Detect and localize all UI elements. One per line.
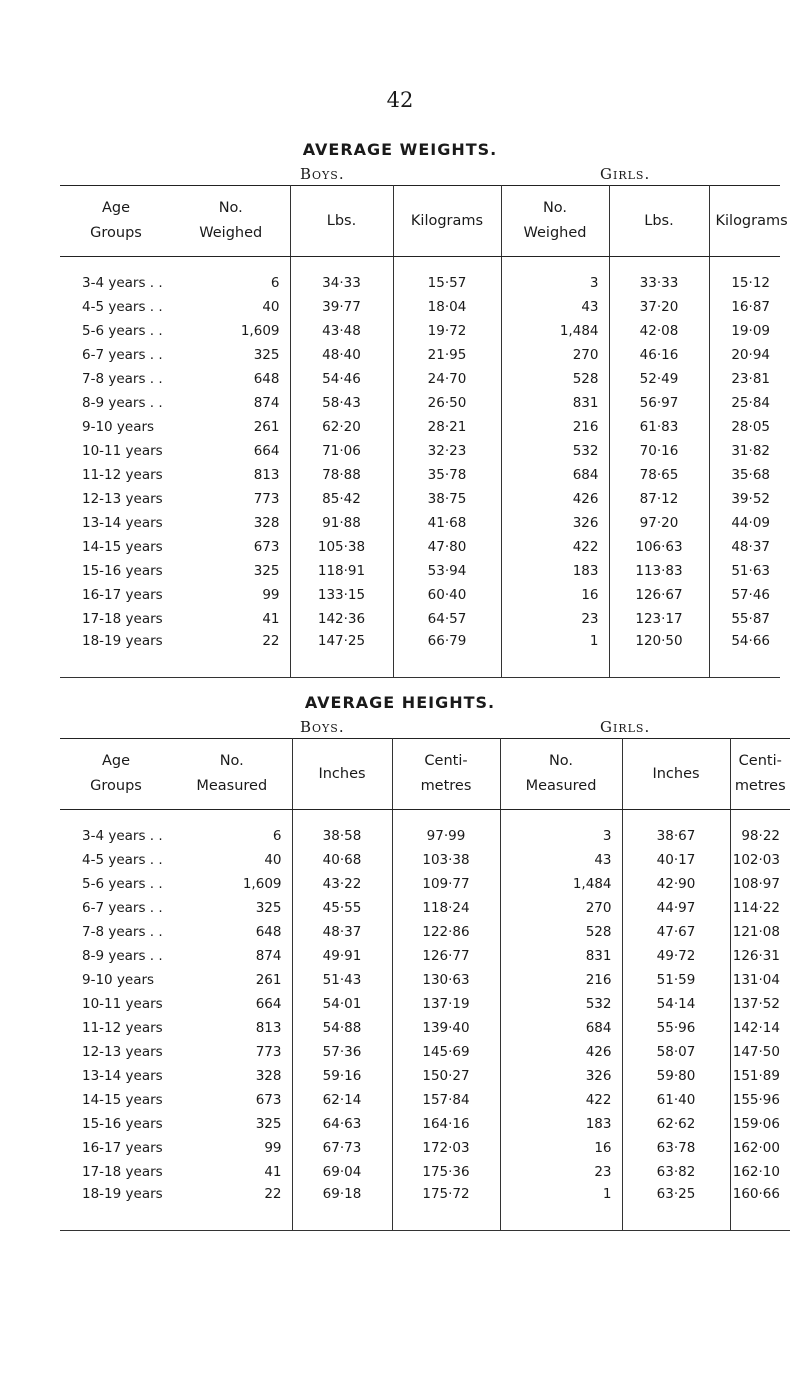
cell-boys-value-1: 105·38	[290, 535, 393, 559]
cell-boys-value-1: 54·01	[292, 992, 392, 1016]
cell-boys-value-2: 97·99	[392, 810, 500, 849]
cell-girls-count: 831	[501, 391, 609, 415]
table-row	[60, 535, 780, 559]
cell-girls-value-2: 51·63	[709, 559, 780, 583]
table-row	[60, 944, 790, 968]
cell-age-group: 5-6 years . .	[82, 323, 163, 339]
cell-boys-count: 6	[270, 275, 280, 291]
table-row	[60, 391, 780, 415]
cell-girls-value-1: 33·33	[609, 257, 709, 296]
cell-age-group: 3-4 years . .	[82, 828, 163, 844]
cell-girls-value-2: 39·52	[709, 487, 780, 511]
cell-boys-value-1: 39·77	[290, 295, 393, 319]
cell-boys-value-2: 41·68	[393, 511, 501, 535]
cell-boys-value-1: 54·88	[292, 1016, 392, 1040]
header-girls-kilograms: Kilograms	[709, 186, 780, 257]
table-row	[60, 1040, 790, 1064]
cell-age-group: 5-6 years . .	[82, 876, 163, 892]
cell-girls-count: 23	[500, 1160, 622, 1184]
cell-girls-value-1: 44·97	[622, 896, 730, 920]
cell-girls-value-2: 35·68	[709, 463, 780, 487]
cell-girls-value-2: 114·22	[730, 896, 790, 920]
table-row	[60, 343, 780, 367]
header-girls-inches: Inches	[622, 739, 730, 810]
cell-girls-count: 3	[500, 810, 622, 849]
cell-age-group: 10-11 years	[82, 443, 163, 459]
cell-girls-value-1: 113·83	[609, 559, 709, 583]
table-row	[60, 439, 780, 463]
cell-boys-value-2: 53·94	[393, 559, 501, 583]
cell-girls-count: 1	[501, 631, 609, 678]
cell-age-group: 9-10 years	[82, 419, 155, 435]
cell-girls-value-2: 57·46	[709, 583, 780, 607]
heights-table	[60, 738, 790, 1231]
cell-boys-value-2: 66·79	[393, 631, 501, 678]
cell-age-group: 13-14 years	[82, 1068, 163, 1084]
cell-girls-value-2: 55·87	[709, 607, 780, 631]
cell-boys-value-2: 35·78	[393, 463, 501, 487]
cell-girls-value-1: 42·08	[609, 319, 709, 343]
cell-girls-count: 528	[501, 367, 609, 391]
cell-boys-count: 40	[264, 852, 282, 868]
table-row	[60, 583, 780, 607]
cell-boys-value-1: 62·14	[292, 1088, 392, 1112]
cell-boys-value-2: 130·63	[392, 968, 500, 992]
cell-boys-value-1: 58·43	[290, 391, 393, 415]
cell-age-group: 7-8 years . .	[82, 371, 163, 387]
cell-girls-value-2: 155·96	[730, 1088, 790, 1112]
cell-girls-value-2: 162·10	[730, 1160, 790, 1184]
weights-title: AVERAGE WEIGHTS.	[302, 140, 498, 159]
table-row	[60, 1088, 790, 1112]
cell-boys-count: 648	[253, 371, 280, 387]
cell-girls-value-1: 123·17	[609, 607, 709, 631]
table-row	[60, 1160, 790, 1184]
cell-boys-count: 328	[253, 515, 280, 531]
cell-boys-count: 261	[255, 972, 282, 988]
cell-girls-value-1: 126·67	[609, 583, 709, 607]
cell-girls-value-1: 59·80	[622, 1064, 730, 1088]
cell-boys-value-1: 45·55	[292, 896, 392, 920]
cell-boys-value-2: 64·57	[393, 607, 501, 631]
cell-girls-value-2: 159·06	[730, 1112, 790, 1136]
cell-girls-value-2: 162·00	[730, 1136, 790, 1160]
weights-girls-label: Girls.	[600, 165, 651, 183]
heights-girls-label: Girls.	[600, 718, 651, 736]
cell-boys-count: 41	[264, 1164, 282, 1180]
cell-boys-value-1: 59·16	[292, 1064, 392, 1088]
cell-boys-value-1: 67·73	[292, 1136, 392, 1160]
cell-boys-value-2: 26·50	[393, 391, 501, 415]
cell-boys-value-1: 57·36	[292, 1040, 392, 1064]
cell-girls-value-1: 120·50	[609, 631, 709, 678]
cell-girls-count: 3	[501, 257, 609, 296]
cell-boys-count: 664	[253, 443, 280, 459]
cell-boys-count: 325	[255, 1116, 282, 1132]
table-row	[60, 872, 790, 896]
cell-girls-value-1: 47·67	[622, 920, 730, 944]
cell-age-group: 17-18 years	[82, 1164, 163, 1180]
cell-age-group: 8-9 years . .	[82, 948, 163, 964]
cell-boys-value-2: 122·86	[392, 920, 500, 944]
cell-girls-value-1: 56·97	[609, 391, 709, 415]
cell-boys-value-2: 139·40	[392, 1016, 500, 1040]
cell-age-group: 11-12 years	[82, 1020, 163, 1036]
cell-girls-count: 183	[500, 1112, 622, 1136]
cell-girls-count: 426	[501, 487, 609, 511]
cell-girls-count: 684	[501, 463, 609, 487]
cell-girls-value-2: 44·09	[709, 511, 780, 535]
cell-girls-count: 532	[501, 439, 609, 463]
cell-boys-count: 664	[255, 996, 282, 1012]
cell-boys-value-2: 145·69	[392, 1040, 500, 1064]
cell-boys-value-2: 38·75	[393, 487, 501, 511]
cell-girls-value-1: 61·40	[622, 1088, 730, 1112]
cell-boys-count: 673	[255, 1092, 282, 1108]
cell-boys-value-2: 157·84	[392, 1088, 500, 1112]
cell-boys-count: 41	[262, 611, 280, 627]
cell-boys-count: 40	[262, 299, 280, 315]
cell-girls-count: 528	[500, 920, 622, 944]
cell-girls-count: 684	[500, 1016, 622, 1040]
cell-girls-count: 43	[501, 295, 609, 319]
table-row	[60, 968, 790, 992]
cell-girls-count: 1	[500, 1184, 622, 1231]
cell-girls-value-1: 61·83	[609, 415, 709, 439]
cell-boys-value-2: 19·72	[393, 319, 501, 343]
cell-boys-value-1: 91·88	[290, 511, 393, 535]
cell-girls-count: 532	[500, 992, 622, 1016]
cell-boys-count: 99	[262, 587, 280, 603]
cell-girls-value-1: 63·82	[622, 1160, 730, 1184]
header-boys-no-weighed: No. Weighed	[172, 186, 290, 257]
cell-boys-value-2: 24·70	[393, 367, 501, 391]
cell-girls-value-2: 121·08	[730, 920, 790, 944]
cell-girls-value-2: 137·52	[730, 992, 790, 1016]
cell-girls-value-2: 23·81	[709, 367, 780, 391]
table-row	[60, 559, 780, 583]
cell-boys-value-2: 175·72	[392, 1184, 500, 1231]
cell-age-group: 6-7 years . .	[82, 900, 163, 916]
cell-girls-count: 216	[501, 415, 609, 439]
table-row	[60, 1136, 790, 1160]
cell-girls-value-1: 63·25	[622, 1184, 730, 1231]
cell-girls-value-2: 16·87	[709, 295, 780, 319]
cell-boys-value-2: 172·03	[392, 1136, 500, 1160]
cell-boys-value-2: 60·40	[393, 583, 501, 607]
cell-girls-value-2: 15·12	[709, 257, 780, 296]
cell-boys-count: 328	[255, 1068, 282, 1084]
table-row	[60, 992, 790, 1016]
cell-age-group: 3-4 years . .	[82, 275, 163, 291]
cell-boys-value-1: 71·06	[290, 439, 393, 463]
cell-girls-value-1: 62·62	[622, 1112, 730, 1136]
cell-girls-count: 422	[500, 1088, 622, 1112]
cell-age-group: 7-8 years . .	[82, 924, 163, 940]
cell-boys-count: 874	[255, 948, 282, 964]
header-girls-lbs: Lbs.	[609, 186, 709, 257]
cell-boys-value-1: 147·25	[290, 631, 393, 678]
table-row	[60, 367, 780, 391]
cell-girls-value-1: 78·65	[609, 463, 709, 487]
header-boys-lbs: Lbs.	[290, 186, 393, 257]
cell-boys-value-1: 118·91	[290, 559, 393, 583]
cell-age-group: 17-18 years	[82, 611, 163, 627]
cell-boys-value-1: 69·18	[292, 1184, 392, 1231]
cell-boys-value-2: 21·95	[393, 343, 501, 367]
table-row	[60, 607, 780, 631]
cell-girls-count: 23	[501, 607, 609, 631]
cell-age-group: 14-15 years	[82, 1092, 163, 1108]
cell-girls-value-2: 98·22	[730, 810, 790, 849]
cell-girls-count: 831	[500, 944, 622, 968]
cell-age-group: 18-19 years	[60, 631, 172, 678]
cell-boys-value-1: 48·40	[290, 343, 393, 367]
cell-boys-value-2: 109·77	[392, 872, 500, 896]
cell-boys-value-1: 49·91	[292, 944, 392, 968]
cell-girls-value-1: 38·67	[622, 810, 730, 849]
heights-header-row	[60, 739, 790, 810]
cell-boys-count: 1,609	[240, 323, 280, 339]
cell-age-group: 10-11 years	[82, 996, 163, 1012]
cell-boys-count: 648	[255, 924, 282, 940]
cell-boys-count: 325	[255, 900, 282, 916]
cell-boys-count: 6	[272, 828, 282, 844]
cell-girls-value-1: 58·07	[622, 1040, 730, 1064]
table-row	[60, 295, 780, 319]
table-row	[60, 415, 780, 439]
page-number: 42	[386, 88, 414, 112]
table-row	[60, 896, 790, 920]
cell-girls-value-2: 131·04	[730, 968, 790, 992]
table-row	[60, 463, 780, 487]
cell-age-group: 8-9 years . .	[82, 395, 163, 411]
cell-age-group: 12-13 years	[82, 491, 163, 507]
cell-girls-value-2: 28·05	[709, 415, 780, 439]
cell-girls-value-2: 25·84	[709, 391, 780, 415]
cell-boys-count: 261	[253, 419, 280, 435]
cell-girls-count: 183	[501, 559, 609, 583]
table-row	[60, 511, 780, 535]
cell-boys-count: 813	[253, 467, 280, 483]
cell-girls-value-2: 142·14	[730, 1016, 790, 1040]
cell-boys-value-2: 175·36	[392, 1160, 500, 1184]
heights-title: AVERAGE HEIGHTS.	[304, 693, 496, 712]
header-boys-centimetres: Centi- metres	[392, 739, 500, 810]
header-boys-no-measured: No. Measured	[172, 739, 292, 810]
cell-boys-value-1: 133·15	[290, 583, 393, 607]
cell-girls-value-2: 31·82	[709, 439, 780, 463]
cell-girls-count: 16	[500, 1136, 622, 1160]
cell-girls-count: 422	[501, 535, 609, 559]
cell-boys-value-1: 64·63	[292, 1112, 392, 1136]
cell-girls-value-2: 126·31	[730, 944, 790, 968]
cell-boys-value-1: 78·88	[290, 463, 393, 487]
cell-girls-value-2: 20·94	[709, 343, 780, 367]
cell-girls-value-1: 46·16	[609, 343, 709, 367]
cell-boys-count: 874	[253, 395, 280, 411]
cell-girls-count: 326	[501, 511, 609, 535]
table-row	[60, 631, 780, 678]
cell-boys-value-1: 34·33	[290, 257, 393, 296]
cell-age-group: 12-13 years	[82, 1044, 163, 1060]
cell-boys-value-2: 47·80	[393, 535, 501, 559]
header-girls-centimetres: Centi- metres	[730, 739, 790, 810]
cell-boys-value-1: 48·37	[292, 920, 392, 944]
cell-boys-value-2: 32·23	[393, 439, 501, 463]
cell-girls-count: 1,484	[500, 872, 622, 896]
cell-boys-value-2: 18·04	[393, 295, 501, 319]
cell-girls-count: 216	[500, 968, 622, 992]
cell-boys-count: 325	[253, 347, 280, 363]
cell-boys-value-2: 137·19	[392, 992, 500, 1016]
heights-boys-label: Boys.	[300, 718, 345, 736]
cell-girls-value-1: 51·59	[622, 968, 730, 992]
table-row	[60, 257, 780, 296]
header-boys-inches: Inches	[292, 739, 392, 810]
cell-boys-value-2: 118·24	[392, 896, 500, 920]
cell-boys-value-1: 69·04	[292, 1160, 392, 1184]
table-row	[60, 1112, 790, 1136]
table-row	[60, 848, 790, 872]
header-age-groups: Age Groups	[60, 186, 172, 257]
cell-girls-value-1: 42·90	[622, 872, 730, 896]
header-boys-kilograms: Kilograms	[393, 186, 501, 257]
cell-boys-value-1: 51·43	[292, 968, 392, 992]
table-row	[60, 1184, 790, 1231]
cell-boys-count: 813	[255, 1020, 282, 1036]
cell-boys-value-1: 43·22	[292, 872, 392, 896]
cell-girls-value-1: 40·17	[622, 848, 730, 872]
cell-girls-value-1: 70·16	[609, 439, 709, 463]
cell-girls-count: 16	[501, 583, 609, 607]
cell-boys-value-2: 150·27	[392, 1064, 500, 1088]
cell-boys-value-1: 43·48	[290, 319, 393, 343]
cell-girls-value-1: 106·63	[609, 535, 709, 559]
cell-age-group: 6-7 years . .	[82, 347, 163, 363]
cell-girls-count: 326	[500, 1064, 622, 1088]
cell-boys-value-2: 28·21	[393, 415, 501, 439]
cell-girls-value-1: 54·14	[622, 992, 730, 1016]
cell-age-group: 4-5 years . .	[82, 852, 163, 868]
cell-age-group: 11-12 years	[82, 467, 163, 483]
cell-boys-value-1: 40·68	[292, 848, 392, 872]
header-girls-no-measured: No. Measured	[500, 739, 622, 810]
cell-boys-value-1: 38·58	[292, 810, 392, 849]
cell-boys-count: 22	[172, 631, 290, 678]
cell-age-group: 15-16 years	[82, 563, 163, 579]
cell-girls-count: 426	[500, 1040, 622, 1064]
cell-girls-value-1: 49·72	[622, 944, 730, 968]
cell-boys-count: 773	[253, 491, 280, 507]
cell-girls-value-1: 52·49	[609, 367, 709, 391]
cell-boys-value-1: 142·36	[290, 607, 393, 631]
cell-age-group: 18-19 years	[60, 1184, 172, 1231]
table-row	[60, 319, 780, 343]
cell-boys-count: 99	[264, 1140, 282, 1156]
cell-age-group: 15-16 years	[82, 1116, 163, 1132]
cell-age-group: 9-10 years	[82, 972, 155, 988]
cell-age-group: 13-14 years	[82, 515, 163, 531]
cell-boys-count: 22	[172, 1184, 292, 1231]
cell-boys-value-2: 126·77	[392, 944, 500, 968]
table-row	[60, 920, 790, 944]
table-row	[60, 1064, 790, 1088]
cell-girls-value-1: 55·96	[622, 1016, 730, 1040]
header-girls-no-weighed: No. Weighed	[501, 186, 609, 257]
cell-girls-value-2: 19·09	[709, 319, 780, 343]
cell-girls-value-1: 63·78	[622, 1136, 730, 1160]
cell-girls-count: 43	[500, 848, 622, 872]
weights-table	[60, 185, 788, 678]
cell-age-group: 4-5 years . .	[82, 299, 163, 315]
weights-boys-label: Boys.	[300, 165, 345, 183]
table-row	[60, 810, 790, 849]
cell-girls-count: 270	[501, 343, 609, 367]
cell-girls-value-2: 54·66	[709, 631, 780, 678]
cell-age-group: 16-17 years	[82, 1140, 163, 1156]
cell-age-group: 16-17 years	[82, 587, 163, 603]
cell-boys-value-1: 54·46	[290, 367, 393, 391]
table-row	[60, 487, 780, 511]
cell-boys-value-1: 85·42	[290, 487, 393, 511]
cell-boys-count: 1,609	[242, 876, 282, 892]
cell-girls-value-2: 108·97	[730, 872, 790, 896]
cell-boys-count: 673	[253, 539, 280, 555]
cell-boys-value-2: 15·57	[393, 257, 501, 296]
cell-girls-value-1: 97·20	[609, 511, 709, 535]
cell-girls-count: 1,484	[501, 319, 609, 343]
header-age-groups: Age Groups	[60, 739, 172, 810]
cell-girls-count: 270	[500, 896, 622, 920]
cell-boys-value-2: 103·38	[392, 848, 500, 872]
cell-girls-value-2: 147·50	[730, 1040, 790, 1064]
weights-header-row	[60, 186, 780, 257]
table-row	[60, 1016, 790, 1040]
cell-boys-value-2: 164·16	[392, 1112, 500, 1136]
cell-girls-value-1: 37·20	[609, 295, 709, 319]
cell-girls-value-2: 151·89	[730, 1064, 790, 1088]
cell-girls-value-2: 160·66	[730, 1184, 790, 1231]
cell-girls-value-1: 87·12	[609, 487, 709, 511]
cell-boys-count: 773	[255, 1044, 282, 1060]
cell-girls-value-2: 48·37	[709, 535, 780, 559]
cell-age-group: 14-15 years	[82, 539, 163, 555]
cell-girls-value-2: 102·03	[730, 848, 790, 872]
cell-boys-value-1: 62·20	[290, 415, 393, 439]
cell-boys-count: 325	[253, 563, 280, 579]
